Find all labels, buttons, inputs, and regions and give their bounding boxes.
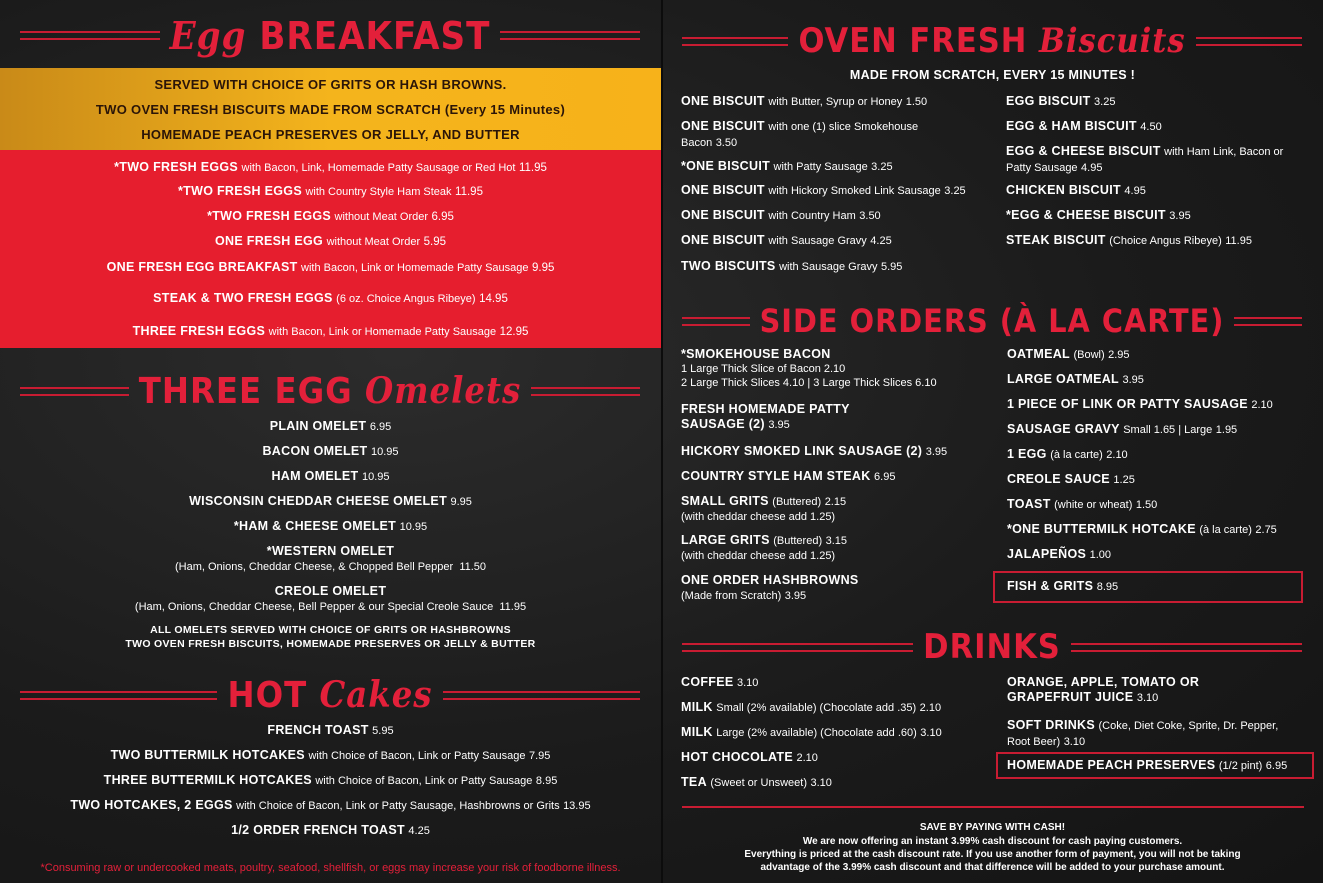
side-right-item: [1007, 447, 1128, 463]
biscuit-left-item: [681, 159, 893, 175]
side-small-grits: [681, 494, 846, 525]
side-name: OATMEAL: [1007, 347, 1070, 361]
patty-price: 3.95: [768, 419, 790, 431]
sides-heading: [682, 298, 1302, 344]
biscuit-line: [681, 119, 918, 135]
preserves-name: HOMEMADE PEACH PRESERVES: [1007, 758, 1216, 772]
cash-divider: [682, 806, 1304, 808]
omelets-heading: [20, 366, 640, 416]
western-desc-line: [0, 561, 661, 573]
large-grits-price: 3.15: [825, 535, 848, 547]
biscuit-left-item: [681, 208, 881, 224]
side-price: 1.00: [1089, 549, 1112, 561]
side-desc: (à la carte): [1050, 449, 1103, 461]
biscuit-name: *ONE BISCUIT: [681, 159, 771, 173]
bacon-line2: 2 Large Thick Slices 4.10 | 3 Large Thick Slices 6.10: [681, 377, 937, 389]
hotcake-item: [0, 723, 661, 737]
hotcake-item: [0, 823, 661, 837]
side-patty: [681, 402, 850, 433]
omelet-item-price: 6.95: [369, 421, 392, 433]
side-bacon: [681, 347, 937, 390]
egg-item-desc: with Bacon, Link or Homemade Patty Sausage: [301, 262, 529, 274]
omelet-item-name: HAM OMELET: [271, 469, 359, 483]
small-grits-desc: (Buttered): [772, 496, 822, 508]
creole-name: CREOLE OMELET: [274, 584, 387, 598]
biscuit-right-item: [1006, 183, 1146, 199]
hashbrowns-price: 3.95: [784, 590, 807, 602]
hotcake-item: [0, 773, 661, 787]
drink-item: [681, 725, 942, 741]
egg-item-price: 11.95: [455, 186, 483, 198]
biscuit-left-item: [681, 119, 918, 151]
juice-name2: GRAPEFRUIT JUICE: [1007, 690, 1134, 704]
biscuit-name: *EGG & CHEESE BISCUIT: [1006, 208, 1166, 222]
biscuit-desc: with Sausage Gravy: [779, 261, 878, 273]
biscuit-price: 3.50: [859, 210, 881, 222]
side-desc: (Bowl): [1073, 349, 1105, 361]
biscuits-heading-script: Biscuits: [1039, 21, 1186, 61]
side-price: 2.75: [1255, 524, 1277, 536]
egg-item-name: ONE FRESH EGG BREAKFAST: [106, 260, 298, 274]
biscuit-price: 4.25: [870, 235, 892, 247]
cash-line-3: Everything is priced at the cash discount rate. If you use another form of payment, you will not be taking: [744, 849, 1241, 860]
side-name: *ONE BUTTERMILK HOTCAKE: [1007, 522, 1196, 536]
side-right-item: [1007, 497, 1157, 513]
drink-desc: (Sweet or Unsweet): [710, 777, 807, 789]
drink-item: [681, 700, 941, 716]
egg-item: [0, 324, 661, 338]
hotcake-item-price: 4.25: [408, 825, 430, 837]
drink-juice: [1007, 675, 1199, 706]
side-name: 1 PIECE OF LINK OR PATTY SAUSAGE: [1007, 397, 1248, 411]
drink-name: HOT CHOCOLATE: [681, 750, 793, 764]
hotcake-item-name: FRENCH TOAST: [267, 723, 369, 737]
small-grits-name: SMALL GRITS: [681, 494, 769, 508]
biscuit-name: EGG & CHEESE BISCUIT: [1006, 144, 1161, 158]
biscuit-right-item: [1006, 94, 1115, 110]
egg-item-price: 11.95: [518, 162, 547, 174]
hotcake-item: [0, 748, 661, 762]
biscuit-right-item: [1006, 208, 1191, 224]
egg-item-desc: without Meat Order: [326, 236, 421, 248]
side-right-item: [1007, 522, 1277, 538]
gold-line-1: SERVED WITH CHOICE OF GRITS OR HASH BROWNS.: [154, 77, 507, 92]
patty-name2: SAUSAGE (2): [681, 417, 765, 431]
biscuit-name: ONE BISCUIT: [681, 233, 765, 247]
biscuit-name: EGG & HAM BISCUIT: [1006, 119, 1137, 133]
gold-line-3: HOMEMADE PEACH PRESERVES OR JELLY, AND BUTTER: [141, 127, 520, 142]
biscuit-desc: with Country Ham: [768, 210, 856, 222]
side-name: SAUSAGE GRAVY: [1007, 422, 1120, 436]
hotcakes-heading-block: HOT: [227, 675, 308, 716]
biscuit-right-item: [1006, 119, 1162, 135]
egg-item-name: *TWO FRESH EGGS: [207, 209, 332, 223]
hotcake-item-price: 13.95: [563, 800, 591, 812]
omelet-item: [0, 444, 661, 458]
side-name: CREOLE SAUCE: [1007, 472, 1110, 486]
hotcake-item-name: TWO HOTCAKES, 2 EGGS: [70, 798, 233, 812]
drink-item: [681, 675, 758, 691]
biscuit-desc: (Choice Angus Ribeye): [1109, 235, 1222, 247]
drinks-heading-text: DRINKS: [923, 627, 1061, 667]
side-name: TOAST: [1007, 497, 1051, 511]
biscuit-desc: with Sausage Gravy: [768, 235, 867, 247]
hotcakes-heading-script: Cakes: [319, 674, 433, 716]
western-price: 11.50: [459, 561, 487, 573]
drink-name: MILK: [681, 725, 713, 739]
omelet-item-name: BACON OMELET: [262, 444, 368, 458]
egg-item-desc: with Bacon, Link or Homemade Patty Sausage: [268, 326, 497, 338]
omelet-item: [0, 519, 661, 533]
preserves-price: 6.95: [1265, 760, 1288, 772]
patty-name1: FRESH HOMEMADE PATTY: [681, 402, 850, 416]
creole-price: 11.95: [499, 601, 527, 613]
soft-desc: (Coke, Diet Coke, Sprite, Dr. Pepper,: [1098, 720, 1279, 732]
side-fish-grits: [1007, 579, 1118, 595]
drink-soft: [1007, 718, 1278, 750]
drink-name: MILK: [681, 700, 713, 714]
side-desc: (à la carte): [1199, 524, 1252, 536]
biscuit-line: [1006, 183, 1146, 199]
biscuit-name: ONE BISCUIT: [681, 94, 765, 108]
hotcake-item: [0, 798, 661, 812]
egg-item-price: 6.95: [431, 211, 454, 223]
large-grits-name: LARGE GRITS: [681, 533, 770, 547]
egg-item: [0, 184, 661, 198]
biscuit-price: 3.25: [944, 185, 966, 197]
omelet-item-price: 10.95: [370, 446, 399, 458]
drink-item: [681, 775, 832, 791]
biscuit-price: 1.50: [905, 96, 928, 108]
drink-item: [681, 750, 818, 766]
egg-item-price: 12.95: [499, 326, 529, 338]
hotcake-item-name: THREE BUTTERMILK HOTCAKES: [103, 773, 312, 787]
egg-breakfast-heading: [20, 12, 640, 58]
side-right-item: [1007, 547, 1111, 563]
biscuit-line: [1006, 208, 1191, 224]
side-price: 1.25: [1113, 474, 1135, 486]
side-ham: [681, 469, 895, 485]
biscuit-line: [1006, 119, 1162, 135]
western-name: *WESTERN OMELET: [266, 544, 395, 558]
side-right-item: [1007, 472, 1135, 488]
center-divider: [661, 0, 663, 883]
biscuit-name: ONE BISCUIT: [681, 183, 765, 197]
creole-desc-line: [0, 601, 661, 613]
biscuit-line: [681, 183, 966, 199]
large-grits-line2: (with cheddar cheese add 1.25): [681, 550, 836, 562]
biscuit-line: [1006, 144, 1283, 160]
omelets-heading-block: THREE EGG: [138, 371, 353, 412]
drink-price: 3.10: [736, 677, 759, 689]
egg-item-price: 9.95: [532, 262, 555, 274]
side-name: LARGE OATMEAL: [1007, 372, 1119, 386]
western-omelet: [0, 544, 661, 558]
juice-price: 3.10: [1136, 692, 1159, 704]
biscuit-name: STEAK BISCUIT: [1006, 233, 1106, 247]
small-grits-price: 2.15: [824, 496, 847, 508]
western-desc: (Ham, Onions, Cheddar Cheese, & Chopped Bell Pepper: [174, 561, 454, 573]
biscuit-name: ONE BISCUIT: [681, 119, 765, 133]
biscuit-price: 3.50: [715, 137, 738, 149]
drink-name: TEA: [681, 775, 707, 789]
hotcake-item-desc: with Choice of Bacon, Link or Patty Sausage, Hashbrowns or Grits: [236, 800, 560, 812]
soft-name: SOFT DRINKS: [1007, 718, 1096, 732]
creole-omelet: [0, 584, 661, 598]
fish-name: FISH & GRITS: [1007, 579, 1094, 593]
omelet-note-2: TWO OVEN FRESH BISCUITS, HOMEMADE PRESERVES OR JELLY & BUTTER: [125, 638, 536, 650]
biscuit-line: [681, 233, 892, 249]
egg-item-desc: without Meat Order: [334, 211, 429, 223]
egg-heading-block: BREAKFAST: [259, 13, 491, 58]
omelet-item: [0, 419, 661, 433]
side-link: [681, 444, 947, 460]
egg-item-name: *TWO FRESH EGGS: [178, 184, 302, 198]
biscuit-price: 3.95: [1169, 210, 1191, 222]
omelets-heading-script: Omelets: [365, 370, 522, 412]
hotcake-item-name: TWO BUTTERMILK HOTCAKES: [110, 748, 305, 762]
preserves-desc: (1/2 pint): [1218, 760, 1263, 772]
side-right-item: [1007, 372, 1144, 388]
hotcake-item-desc: with Choice of Bacon, Link or Patty Sausage: [308, 750, 526, 762]
biscuit-left-item: [681, 259, 902, 275]
side-price: 1.95: [1215, 424, 1238, 436]
biscuit-line: [681, 259, 902, 275]
side-name: 1 EGG: [1007, 447, 1047, 461]
biscuit-right-item: [1006, 144, 1283, 176]
biscuit-line: [1006, 233, 1252, 249]
large-grits-desc: (Buttered): [773, 535, 823, 547]
side-price: 2.10: [1106, 449, 1128, 461]
omelet-item-price: 9.95: [450, 496, 472, 508]
side-price: 2.10: [1251, 399, 1273, 411]
biscuit-desc2: Bacon: [681, 137, 713, 149]
hashbrowns-name: ONE ORDER HASHBROWNS: [681, 573, 859, 587]
drink-desc: Large (2% available) (Chocolate add .60): [716, 727, 917, 739]
side-price: 2.95: [1108, 349, 1130, 361]
hotcake-item-name: 1/2 ORDER FRENCH TOAST: [231, 823, 405, 837]
egg-item-name: *TWO FRESH EGGS: [114, 160, 239, 174]
link-name: HICKORY SMOKED LINK SAUSAGE (2): [681, 444, 923, 458]
egg-item-name: THREE FRESH EGGS: [132, 324, 266, 338]
hotcake-item-price: 8.95: [535, 775, 558, 787]
side-desc: Small 1.65 | Large: [1123, 424, 1213, 436]
biscuit-desc: with Patty Sausage: [773, 161, 868, 173]
omelet-item-price: 10.95: [399, 521, 428, 533]
hotcake-item-desc: with Choice of Bacon, Link or Patty Sausage: [315, 775, 533, 787]
omelet-item-name: *HAM & CHEESE OMELET: [233, 519, 397, 533]
biscuit-desc: with Butter, Syrup or Honey: [768, 96, 903, 108]
cash-line-1: SAVE BY PAYING WITH CASH!: [919, 822, 1066, 833]
omelet-item: [0, 469, 661, 483]
link-price: 3.95: [925, 446, 948, 458]
biscuit-name: CHICKEN BISCUIT: [1006, 183, 1121, 197]
egg-item-desc: with Country Style Ham Steak: [305, 186, 452, 198]
biscuit-right-item: [1006, 233, 1252, 249]
biscuit-left-item: [681, 94, 927, 110]
sides-heading-text: SIDE ORDERS (À LA CARTE): [759, 302, 1225, 340]
side-right-item: [1007, 397, 1273, 413]
side-name: JALAPEÑOS: [1007, 547, 1087, 561]
soft-line2: Root Beer): [1007, 736, 1061, 748]
foodborne-footnote: *Consuming raw or undercooked meats, poultry, seafood, shellfish, or eggs may increase your risk of foodborne illness.: [40, 862, 621, 874]
egg-item-desc: with Bacon, Link, Homemade Patty Sausage or Red Hot: [241, 162, 516, 174]
biscuit-line: [681, 159, 893, 175]
drink-name: COFFEE: [681, 675, 734, 689]
egg-item: [0, 234, 661, 248]
side-right-item: [1007, 422, 1237, 438]
drink-price: 3.10: [810, 777, 832, 789]
side-desc: (white or wheat): [1054, 499, 1133, 511]
egg-heading-script: Egg: [169, 12, 247, 58]
side-large-grits: [681, 533, 847, 564]
biscuit-price: 4.50: [1140, 121, 1162, 133]
omelet-item-price: 10.95: [361, 471, 390, 483]
side-right-item: [1007, 347, 1130, 363]
biscuit-desc: with Ham Link, Bacon or: [1164, 146, 1284, 158]
drink-preserves: [1007, 758, 1287, 774]
egg-item: [0, 291, 661, 305]
side-price: 1.50: [1135, 499, 1158, 511]
biscuit-price: 5.95: [880, 261, 903, 273]
cash-line-2: We are now offering an instant 3.99% cash discount for cash paying customers.: [802, 836, 1183, 847]
drink-desc: Small (2% available) (Chocolate add .35): [716, 702, 917, 714]
egg-item-name: STEAK & TWO FRESH EGGS: [153, 291, 333, 305]
soft-price: 3.10: [1063, 736, 1086, 748]
omelet-item-name: WISCONSIN CHEDDAR CHEESE OMELET: [189, 494, 448, 508]
biscuit-name: TWO BISCUITS: [681, 259, 776, 273]
creole-desc: (Ham, Onions, Cheddar Cheese, Bell Pepper & our Special Creole Sauce: [134, 601, 494, 613]
egg-item-price: 14.95: [479, 293, 508, 305]
ham-name: COUNTRY STYLE HAM STEAK: [681, 469, 871, 483]
hotcakes-heading: [20, 670, 640, 720]
biscuit-left-item: [681, 233, 892, 249]
egg-item-desc: (6 oz. Choice Angus Ribeye): [336, 293, 476, 305]
biscuits-subtitle: MADE FROM SCRATCH, EVERY 15 MINUTES !: [849, 68, 1136, 82]
egg-item: [0, 160, 661, 174]
omelet-item-name: PLAIN OMELET: [269, 419, 367, 433]
bacon-name: *SMOKEHOUSE BACON: [681, 347, 831, 361]
drinks-heading: [682, 624, 1302, 670]
egg-items-band: [0, 150, 661, 348]
bacon-line1: 1 Large Thick Slice of Bacon 2.10: [681, 363, 846, 375]
biscuit-line: [1006, 94, 1115, 110]
egg-item-price: 5.95: [423, 236, 446, 248]
biscuit-price: 4.95: [1124, 185, 1146, 197]
biscuit-left-item: [681, 183, 966, 199]
biscuit-name: ONE BISCUIT: [681, 208, 765, 222]
biscuit-line2: [681, 135, 918, 151]
biscuit-line: [681, 94, 927, 110]
hashbrowns-line2: (Made from Scratch): [681, 590, 782, 602]
fish-price: 8.95: [1096, 581, 1119, 593]
omelet-note-1: ALL OMELETS SERVED WITH CHOICE OF GRITS OR HASHBROWNS: [150, 624, 511, 636]
drink-price: 3.10: [920, 727, 942, 739]
biscuit-desc: with one (1) slice Smokehouse: [768, 121, 919, 133]
ham-price: 6.95: [874, 471, 896, 483]
biscuit-name: EGG BISCUIT: [1006, 94, 1091, 108]
biscuit-price: 4.95: [1081, 162, 1103, 174]
biscuit-price: 3.25: [871, 161, 893, 173]
small-grits-line2: (with cheddar cheese add 1.25): [681, 511, 836, 523]
omelet-item: [0, 494, 661, 508]
biscuit-line: [681, 208, 881, 224]
hotcake-item-price: 7.95: [529, 750, 551, 762]
drink-price: 2.10: [919, 702, 942, 714]
gold-line-2: TWO OVEN FRESH BISCUITS MADE FROM SCRATCH (Every 15 Minutes): [95, 102, 566, 117]
egg-item: [0, 260, 661, 274]
egg-item: [0, 209, 661, 223]
drink-price: 2.10: [796, 752, 818, 764]
hotcake-item-price: 5.95: [372, 725, 394, 737]
biscuit-price: 11.95: [1225, 235, 1252, 247]
biscuit-price: 3.25: [1094, 96, 1116, 108]
biscuits-heading-block: OVEN FRESH: [798, 21, 1028, 61]
cash-line-4: advantage of the 3.99% cash discount and that difference will be added to your purchase amount.: [760, 862, 1225, 873]
biscuit-desc: with Hickory Smoked Link Sausage: [768, 185, 941, 197]
side-hashbrowns: [681, 573, 859, 604]
biscuit-desc2: Patty Sausage: [1006, 162, 1078, 174]
juice-name1: ORANGE, APPLE, TOMATO OR: [1007, 675, 1200, 689]
egg-item-name: ONE FRESH EGG: [215, 234, 324, 248]
biscuit-line2: [1006, 160, 1283, 176]
biscuits-heading: [682, 18, 1302, 64]
side-price: 3.95: [1122, 374, 1144, 386]
